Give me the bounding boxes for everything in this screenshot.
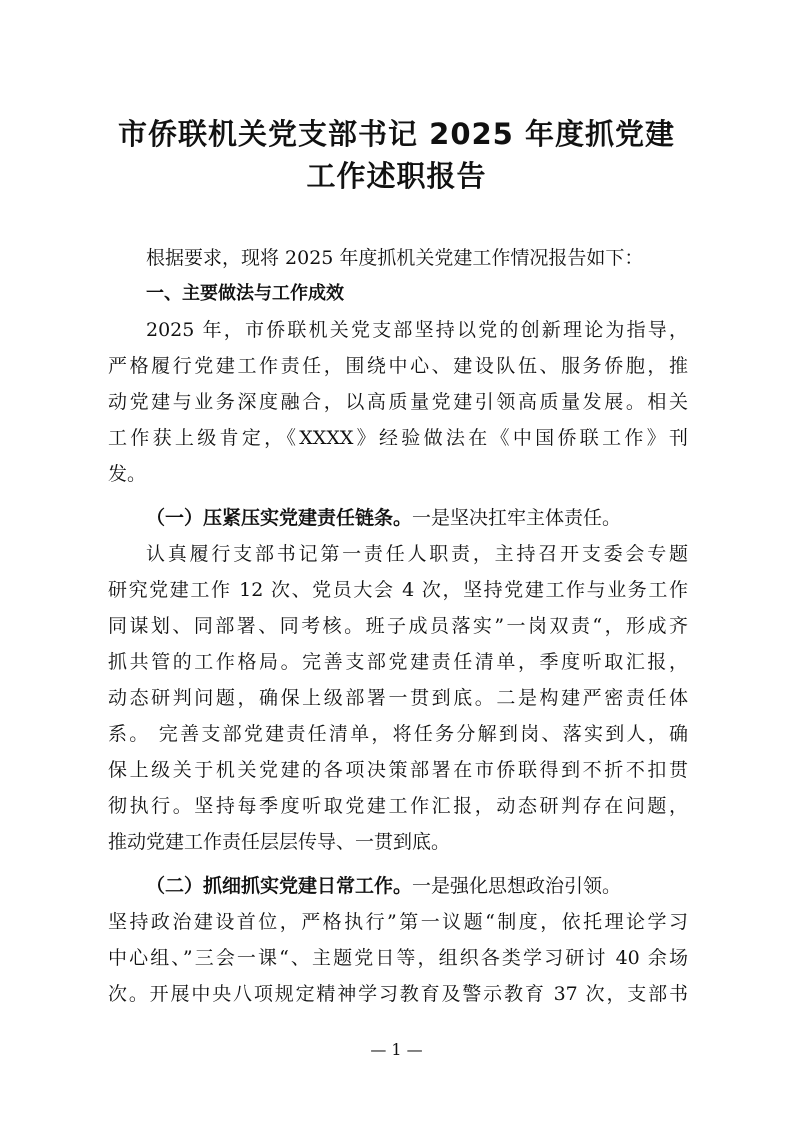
subsection-2-heading: （二）抓细抓实党建日常工作。 xyxy=(146,875,413,897)
paragraph-1-line: 发。 xyxy=(108,463,147,485)
paragraph-2-line: 彻执行。坚持每季度听取党建工作汇报，动态研判存在问题， xyxy=(108,795,688,817)
document-title-line-2: 工作述职报告 xyxy=(306,159,487,193)
paragraph-1-line: 工作获上级肯定，《XXXX》经验做法在《中国侨联工作》刊 xyxy=(108,427,688,449)
paragraph-2-line: 研究党建工作 12 次、党员大会 4 次，坚持党建工作与业务工作 xyxy=(108,579,688,601)
paragraph-2-line: 保上级关于机关党建的各项决策部署在市侨联得到不折不扣贯 xyxy=(108,759,688,781)
paragraph-2-line: 动态研判问题，确保上级部署一贯到底。二是构建严密责任体 xyxy=(108,687,688,709)
subsection-1-lead: 一是坚决扛牢主体责任。 xyxy=(412,507,622,529)
intro-paragraph: 根据要求，现将 2025 年度抓机关党建工作情况报告如下： xyxy=(146,247,644,269)
paragraph-1-line: 严格履行党建工作责任，围绕中心、建设队伍、服务侨胞，推 xyxy=(108,355,688,377)
section-heading-1: 一、主要做法与工作成效 xyxy=(146,283,344,304)
paragraph-1-line: 2025 年，市侨联机关党支部坚持以党的创新理论为指导， xyxy=(146,319,688,341)
paragraph-3-line: 坚持政治建设首位，严格执行”第一议题“制度，依托理论学习 xyxy=(108,911,688,933)
subsection-2-lead: 一是强化思想政治引领。 xyxy=(412,875,622,897)
paragraph-3-line: 次。开展中央八项规定精神学习教育及警示教育 37 次，支部书 xyxy=(108,983,688,1005)
subsection-2-line xyxy=(146,868,688,904)
paragraph-2-line: 抓共管的工作格局。完善支部党建责任清单，季度听取汇报， xyxy=(108,651,688,673)
paragraph-2-line: 系。 完善支部党建责任清单，将任务分解到岗、落实到人，确 xyxy=(108,723,688,745)
paragraph-2-line: 认真履行支部书记第一责任人职责，主持召开支委会专题 xyxy=(146,543,688,565)
subsection-1-line xyxy=(146,500,688,536)
paragraph-2-line: 同谋划、同部署、同考核。班子成员落实”一岗双责“，形成齐 xyxy=(108,615,688,637)
paragraph-2-line: 推动党建工作责任层层传导、一贯到底。 xyxy=(108,831,451,853)
subsection-1-heading: （一）压紧压实党建责任链条。 xyxy=(146,507,413,529)
paragraph-3-line: 中心组、”三会一课“、主题党日等，组织各类学习研讨 40 余场 xyxy=(108,947,688,969)
document-title-line-1: 市侨联机关党支部书记 2025 年度抓党建 xyxy=(118,117,675,151)
page-number: — 1 — xyxy=(370,1040,423,1059)
paragraph-1-line: 动党建与业务深度融合，以高质量党建引领高质量发展。相关 xyxy=(108,391,688,413)
